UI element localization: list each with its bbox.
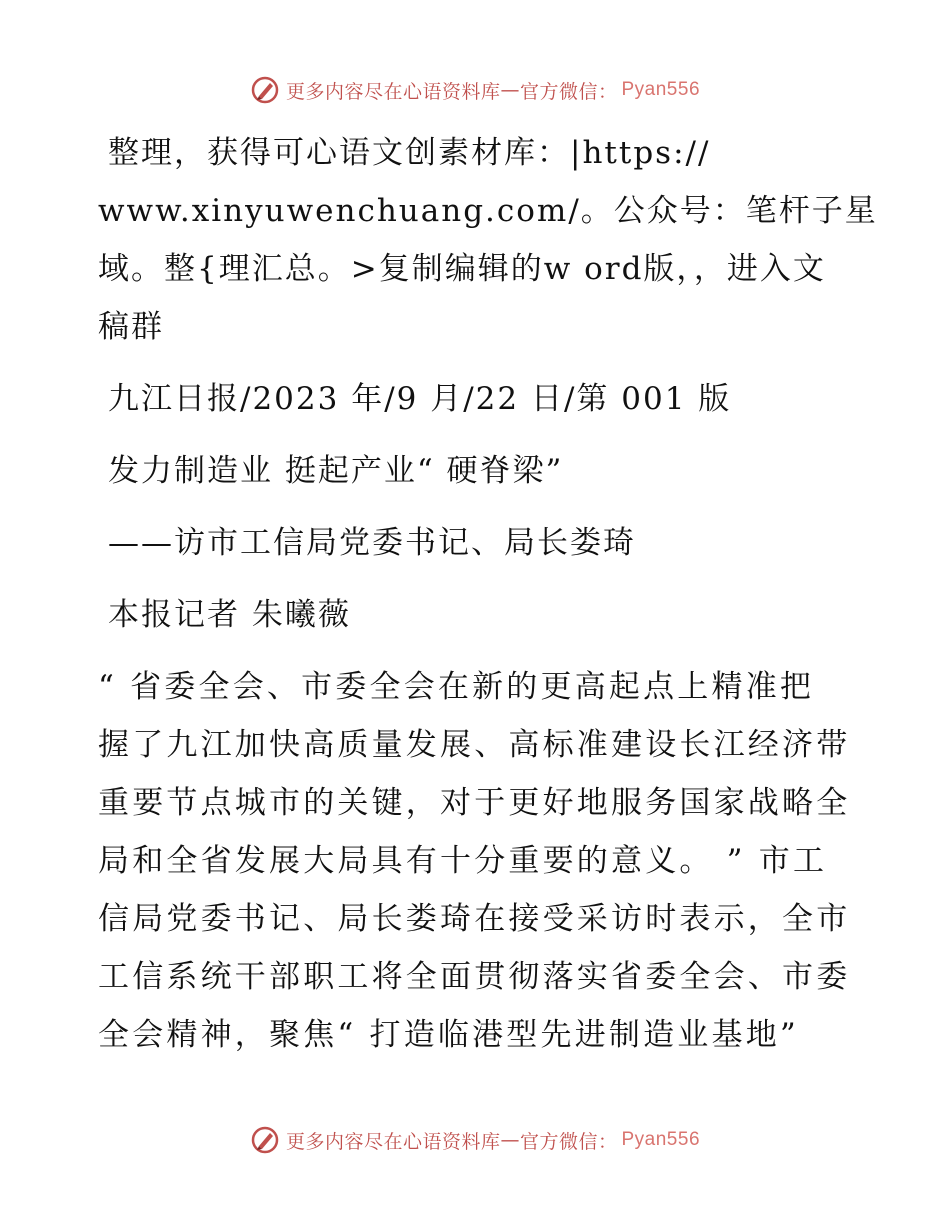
watermark-title: 更多内容尽在心语资料库 xyxy=(285,80,501,103)
watermark-dash: — xyxy=(500,1129,520,1151)
dateline: 九江日报/2023 年/9 月/22 日/第 001 版 xyxy=(108,381,732,417)
watermark-wechat-id: Pyan556 xyxy=(621,1129,701,1150)
body-line: “ 省委全会、市委全会在新的更高起点上精准把 xyxy=(98,669,815,705)
body-line: 握了九江加快高质量发展、高标准建设长江经济带 xyxy=(98,727,851,763)
watermark-wechat-label: 官方微信： xyxy=(519,1130,618,1153)
body-paragraph xyxy=(98,658,850,1064)
byline: 本报记者 朱曦薇 xyxy=(108,597,351,633)
intro-line: 稿群 xyxy=(98,309,164,345)
pen-logo-icon xyxy=(250,1125,280,1155)
body-line: 信局党委书记、局长娄琦在接受采访时表示，全市 xyxy=(98,901,851,937)
document-body xyxy=(98,124,878,1064)
watermark-dash: — xyxy=(500,79,520,101)
intro-paragraph xyxy=(98,124,878,356)
watermark-footer xyxy=(0,1120,950,1160)
watermark-wechat-label: 官方微信： xyxy=(519,80,618,103)
body-line: 全会精神，聚焦“ 打造临港型先进制造业基地” xyxy=(98,1017,799,1053)
watermark-title: 更多内容尽在心语资料库 xyxy=(285,1130,501,1153)
watermark-header xyxy=(0,70,950,110)
body-line: 局和全省发展大局具有十分重要的意义。 ” 市工 xyxy=(98,843,828,879)
intro-line: www.xinyuwenchuang.com/。公众号：笔杆子星 xyxy=(98,193,878,229)
subheadline: ——访市工信局党委书记、局长娄琦 xyxy=(108,525,636,561)
headline: 发力制造业 挺起产业“ 硬脊梁” xyxy=(108,453,564,489)
intro-line: 域。整{理汇总。>复制编辑的w ord版，，进入文 xyxy=(98,251,826,287)
body-line: 工信系统干部职工将全面贯彻落实省委全会、市委 xyxy=(98,959,851,995)
intro-line: 整理，获得可心语文创素材库：|https:// xyxy=(108,135,711,171)
body-line: 重要节点城市的关键，对于更好地服务国家战略全 xyxy=(98,785,851,821)
watermark-wechat-id: Pyan556 xyxy=(621,79,701,100)
pen-logo-icon xyxy=(250,75,280,105)
